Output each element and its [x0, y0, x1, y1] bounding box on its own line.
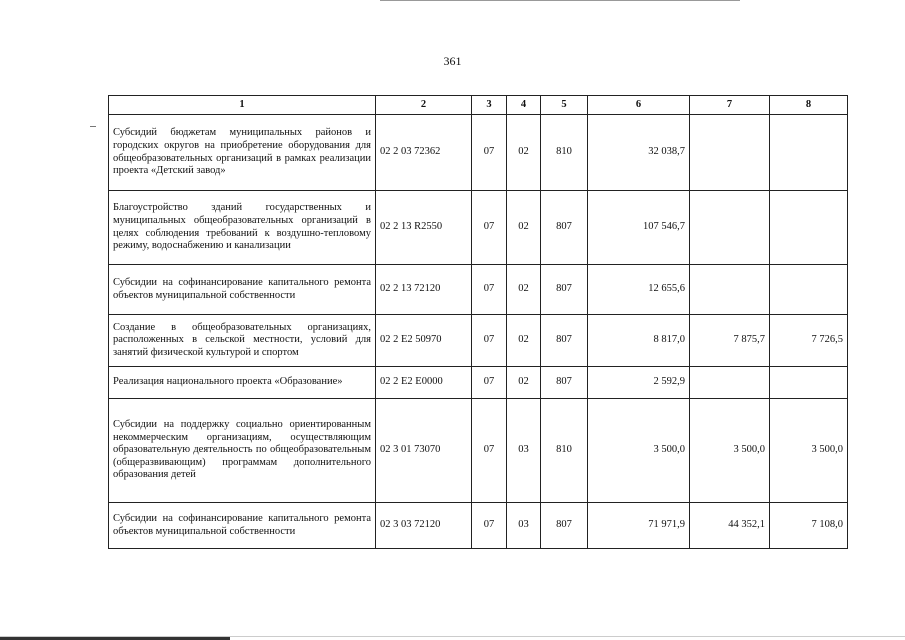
row-amount-col6: 32 038,7 — [588, 115, 690, 191]
row-amount-col8 — [770, 367, 848, 399]
row-amount-col6: 8 817,0 — [588, 315, 690, 367]
row-expense-type: 810 — [541, 399, 588, 503]
row-classification-code: 02 3 03 72120 — [376, 503, 472, 549]
row-amount-col7 — [690, 265, 770, 315]
row-subsection: 02 — [507, 115, 541, 191]
row-description: Субсидий бюджетам муниципальных районов и городских округов на приобретение оборудования для общеобразовательных организаций в рамках реализации проекта «Детский завод» — [109, 115, 376, 191]
row-amount-col6: 71 971,9 — [588, 503, 690, 549]
row-section: 07 — [472, 367, 507, 399]
header-col-5: 5 — [541, 96, 588, 115]
header-col-4: 4 — [507, 96, 541, 115]
row-expense-type: 807 — [541, 265, 588, 315]
header-col-6: 6 — [588, 96, 690, 115]
budget-table — [108, 95, 848, 549]
table-row — [109, 399, 848, 503]
row-amount-col8: 3 500,0 — [770, 399, 848, 503]
row-amount-col8 — [770, 265, 848, 315]
row-amount-col8 — [770, 191, 848, 265]
row-subsection: 03 — [507, 503, 541, 549]
row-description: Благоустройство зданий государственных и муниципальных общеобразовательных организаций в целях соблюдения требований к воздушно-тепловому режиму, водоснабжению и канализации — [109, 191, 376, 265]
row-amount-col7 — [690, 367, 770, 399]
header-col-1: 1 — [109, 96, 376, 115]
row-section: 07 — [472, 191, 507, 265]
header-col-3: 3 — [472, 96, 507, 115]
table-row — [109, 191, 848, 265]
header-col-2: 2 — [376, 96, 472, 115]
table-row — [109, 367, 848, 399]
table-row — [109, 503, 848, 549]
row-expense-type: 807 — [541, 367, 588, 399]
row-expense-type: 807 — [541, 503, 588, 549]
row-classification-code: 02 2 13 R2550 — [376, 191, 472, 265]
row-classification-code: 02 2 03 72362 — [376, 115, 472, 191]
row-amount-col6: 107 546,7 — [588, 191, 690, 265]
row-amount-col8: 7 108,0 — [770, 503, 848, 549]
row-subsection: 02 — [507, 315, 541, 367]
row-amount-col6: 12 655,6 — [588, 265, 690, 315]
row-amount-col7 — [690, 115, 770, 191]
table-row — [109, 265, 848, 315]
table-header-row — [109, 96, 848, 115]
row-amount-col8: 7 726,5 — [770, 315, 848, 367]
row-classification-code: 02 2 13 72120 — [376, 265, 472, 315]
row-section: 07 — [472, 399, 507, 503]
row-section: 07 — [472, 315, 507, 367]
table-row — [109, 315, 848, 367]
row-amount-col7: 44 352,1 — [690, 503, 770, 549]
row-classification-code: 02 2 E2 50970 — [376, 315, 472, 367]
row-expense-type: 807 — [541, 315, 588, 367]
row-amount-col6: 2 592,9 — [588, 367, 690, 399]
row-description: Субсидии на поддержку социально ориентированным некоммерческим организациям, осуществляющим образовательную деятельность по общеобразовательным (общеразвивающим) программам дополнительного образования детей — [109, 399, 376, 503]
row-classification-code: 02 3 01 73070 — [376, 399, 472, 503]
row-description: Создание в общеобразовательных организациях, расположенных в сельской местности, условий для занятий физической культурой и спортом — [109, 315, 376, 367]
header-col-8: 8 — [770, 96, 848, 115]
scan-artifact-top — [380, 0, 740, 1]
row-expense-type: 807 — [541, 191, 588, 265]
row-amount-col6: 3 500,0 — [588, 399, 690, 503]
row-description: Субсидии на софинансирование капитального ремонта объектов муниципальной собственности — [109, 265, 376, 315]
row-subsection: 02 — [507, 367, 541, 399]
row-description: Субсидии на софинансирование капитального ремонта объектов муниципальной собственности — [109, 503, 376, 549]
row-section: 07 — [472, 265, 507, 315]
row-section: 07 — [472, 503, 507, 549]
row-amount-col8 — [770, 115, 848, 191]
row-amount-col7 — [690, 191, 770, 265]
row-section: 07 — [472, 115, 507, 191]
row-classification-code: 02 2 E2 E0000 — [376, 367, 472, 399]
scan-artifact-tick — [90, 126, 96, 127]
row-amount-col7: 3 500,0 — [690, 399, 770, 503]
row-subsection: 02 — [507, 265, 541, 315]
page-number: 361 — [443, 54, 462, 68]
table-row — [109, 115, 848, 191]
row-amount-col7: 7 875,7 — [690, 315, 770, 367]
row-expense-type: 810 — [541, 115, 588, 191]
row-subsection: 02 — [507, 191, 541, 265]
header-col-7: 7 — [690, 96, 770, 115]
row-description: Реализация национального проекта «Образование» — [109, 367, 376, 399]
row-subsection: 03 — [507, 399, 541, 503]
